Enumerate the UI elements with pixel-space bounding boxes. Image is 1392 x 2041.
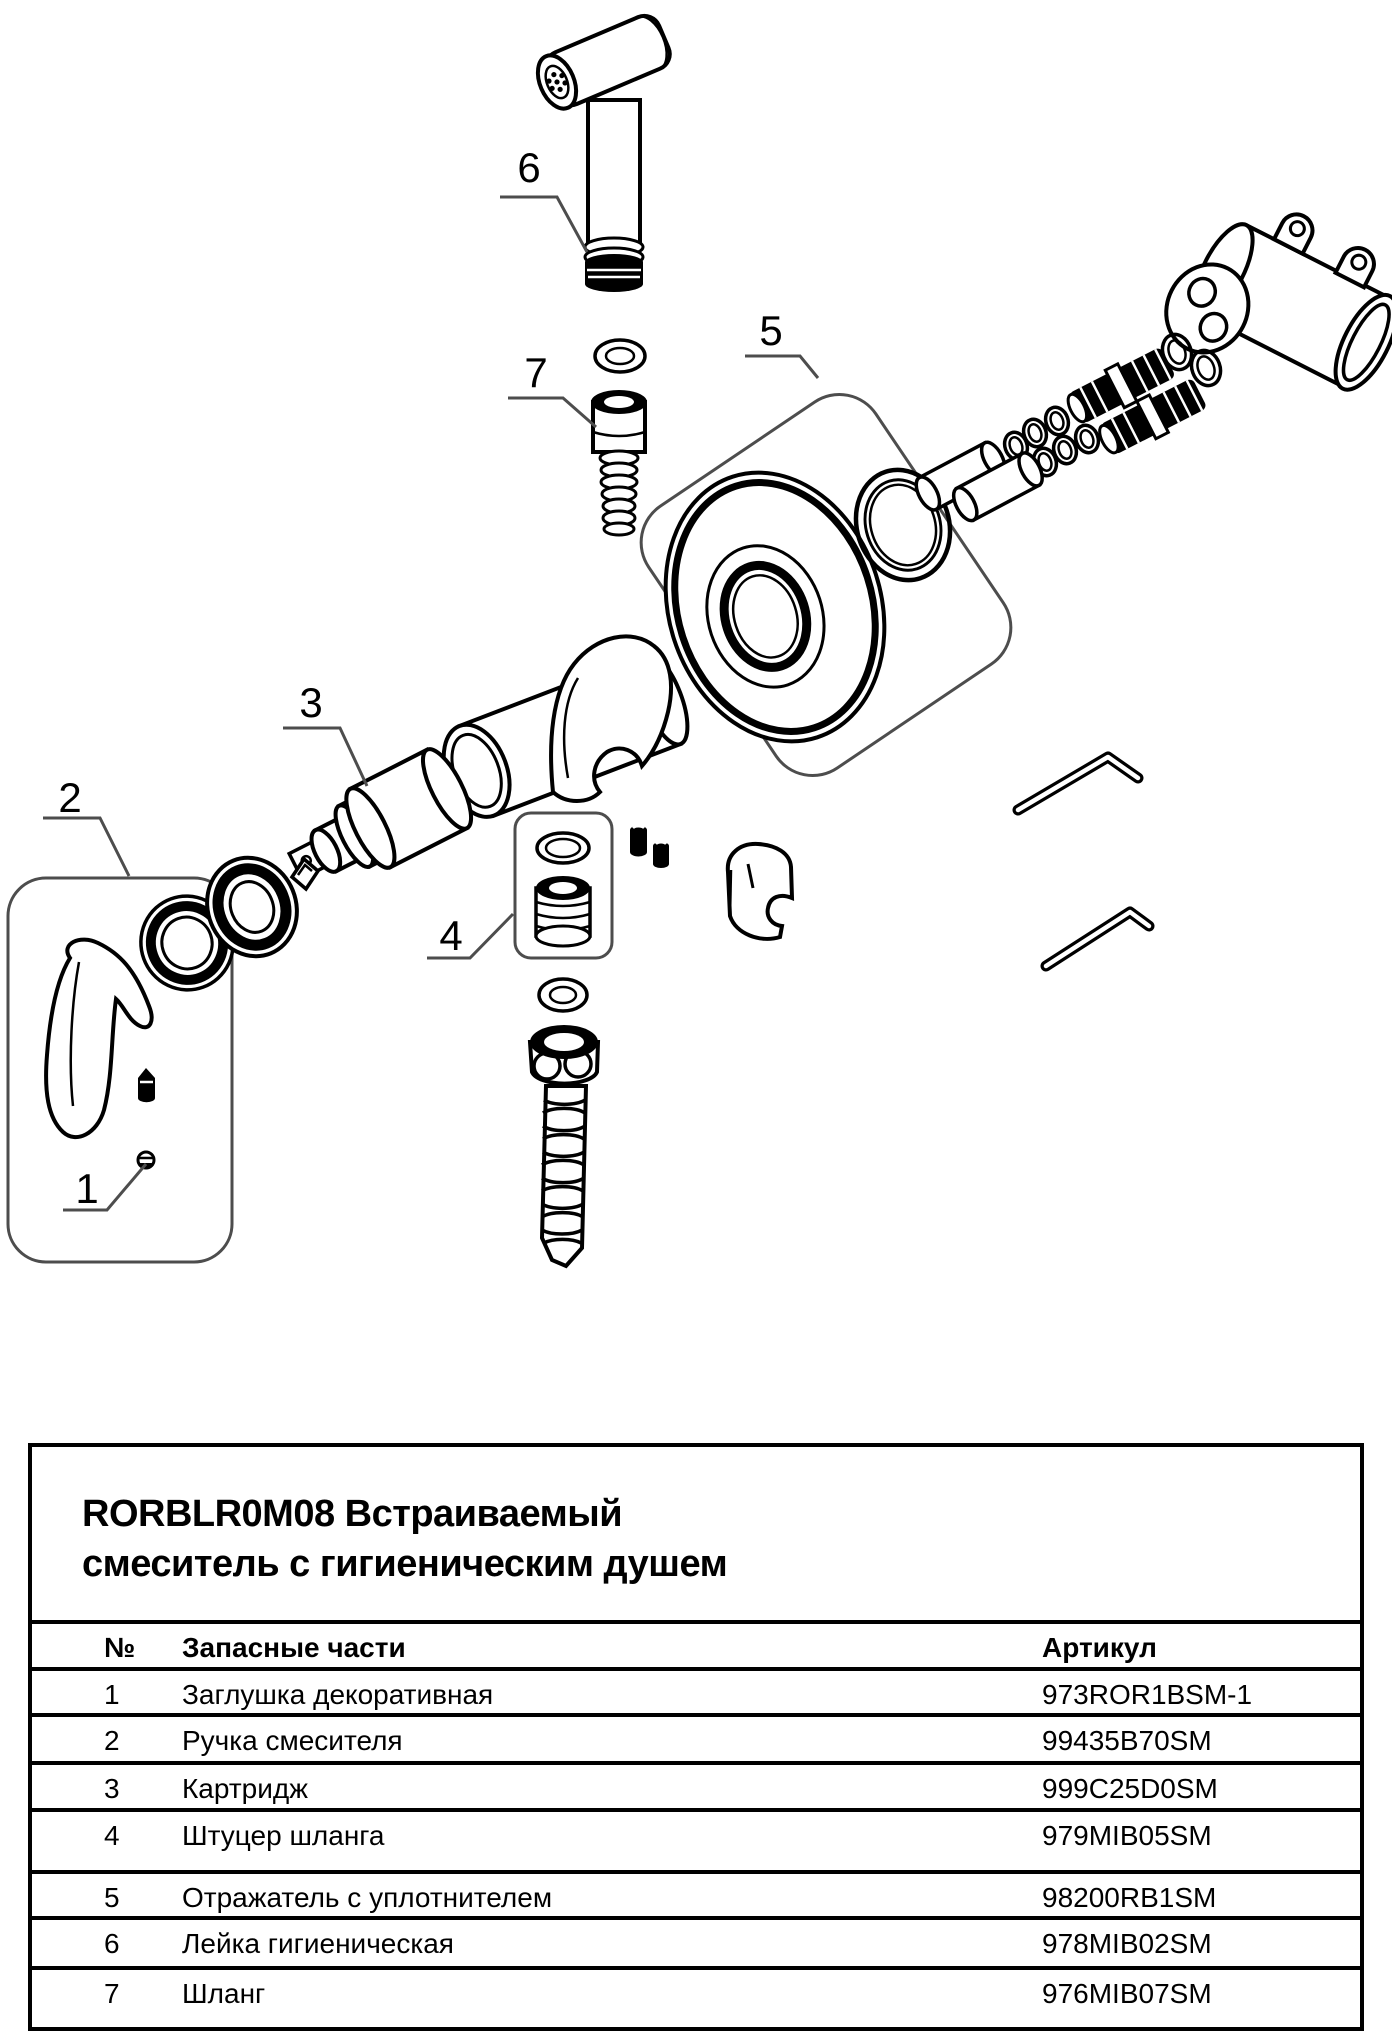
table-row [32,1717,1360,1765]
callout-3: 3 [299,679,323,726]
table-row [32,1765,1360,1812]
row-num: 3 [104,1773,120,1804]
sleeve-set-screws [630,826,669,869]
row-num: 1 [104,1679,120,1710]
row-article: 976MIB07SM [1042,1978,1212,2009]
row-article: 999C25D0SM [1042,1773,1218,1804]
hose-washer-bottom [539,979,587,1011]
header-part: Запасные части [182,1632,406,1663]
hygienic-shower-head [530,11,674,292]
row-article: 979MIB05SM [1042,1820,1212,1851]
table-row [32,1874,1360,1920]
shower-holder-bracket [551,636,671,801]
callout-1: 1 [75,1165,99,1212]
callout-4: 4 [439,912,463,959]
row-num: 4 [104,1820,120,1851]
callout-6: 6 [517,144,541,191]
hose-nut [530,1025,598,1084]
product-title-line2: смеситель с гигиеническим душем [82,1543,728,1585]
hex-key-1 [1018,757,1138,810]
nipple-o-ring [537,833,589,863]
row-num: 7 [104,1978,120,2009]
callout-7: 7 [524,349,548,396]
row-article: 99435B70SM [1042,1725,1212,1756]
row-article: 98200RB1SM [1042,1882,1217,1913]
callout-2: 2 [58,774,82,821]
shower-hose [542,1086,586,1266]
row-part: Отражатель с уплотнителем [182,1882,553,1913]
header-article: Артикул [1042,1632,1157,1663]
row-article: 978MIB02SM [1042,1928,1212,1959]
handle-set-screw [138,1068,155,1102]
row-part: Шланг [182,1978,266,2009]
hex-key-2 [1046,912,1149,966]
table-row [32,1920,1360,1970]
row-num: 2 [104,1725,120,1756]
row-part: Штуцер шланга [182,1820,385,1851]
table-row [32,1812,1360,1874]
header-num: № [104,1632,136,1663]
row-num: 5 [104,1882,120,1913]
leader-3 [283,728,367,786]
row-part: Заглушка декоративная [182,1679,494,1710]
row-num: 6 [104,1928,120,1959]
leader-6 [500,197,587,252]
row-part: Лейка гигиеническая [182,1928,454,1959]
leader-5 [745,356,818,378]
callout-5: 5 [759,307,783,354]
parts-table [28,1443,1364,2031]
row-article: 973ROR1BSM-1 [1042,1679,1253,1710]
table-rows [32,1671,1360,2027]
row-part: Ручка смесителя [182,1725,403,1756]
table-row [32,1671,1360,1717]
hose-washer-top [595,340,645,372]
product-title [32,1447,1360,1624]
table-row [32,1970,1360,2027]
hose-nipple [536,876,590,946]
eccentric-fittings [1062,337,1210,468]
leader-2 [43,818,129,876]
product-title-line1: RORBLR0M08 Встраиваемый [82,1493,623,1535]
leader-7 [508,398,596,427]
hose-fitting [591,390,647,535]
mixer-handle-lever [46,940,152,1138]
row-part: Картридж [182,1773,308,1804]
retaining-clip [728,844,792,939]
table-header [32,1624,1360,1671]
